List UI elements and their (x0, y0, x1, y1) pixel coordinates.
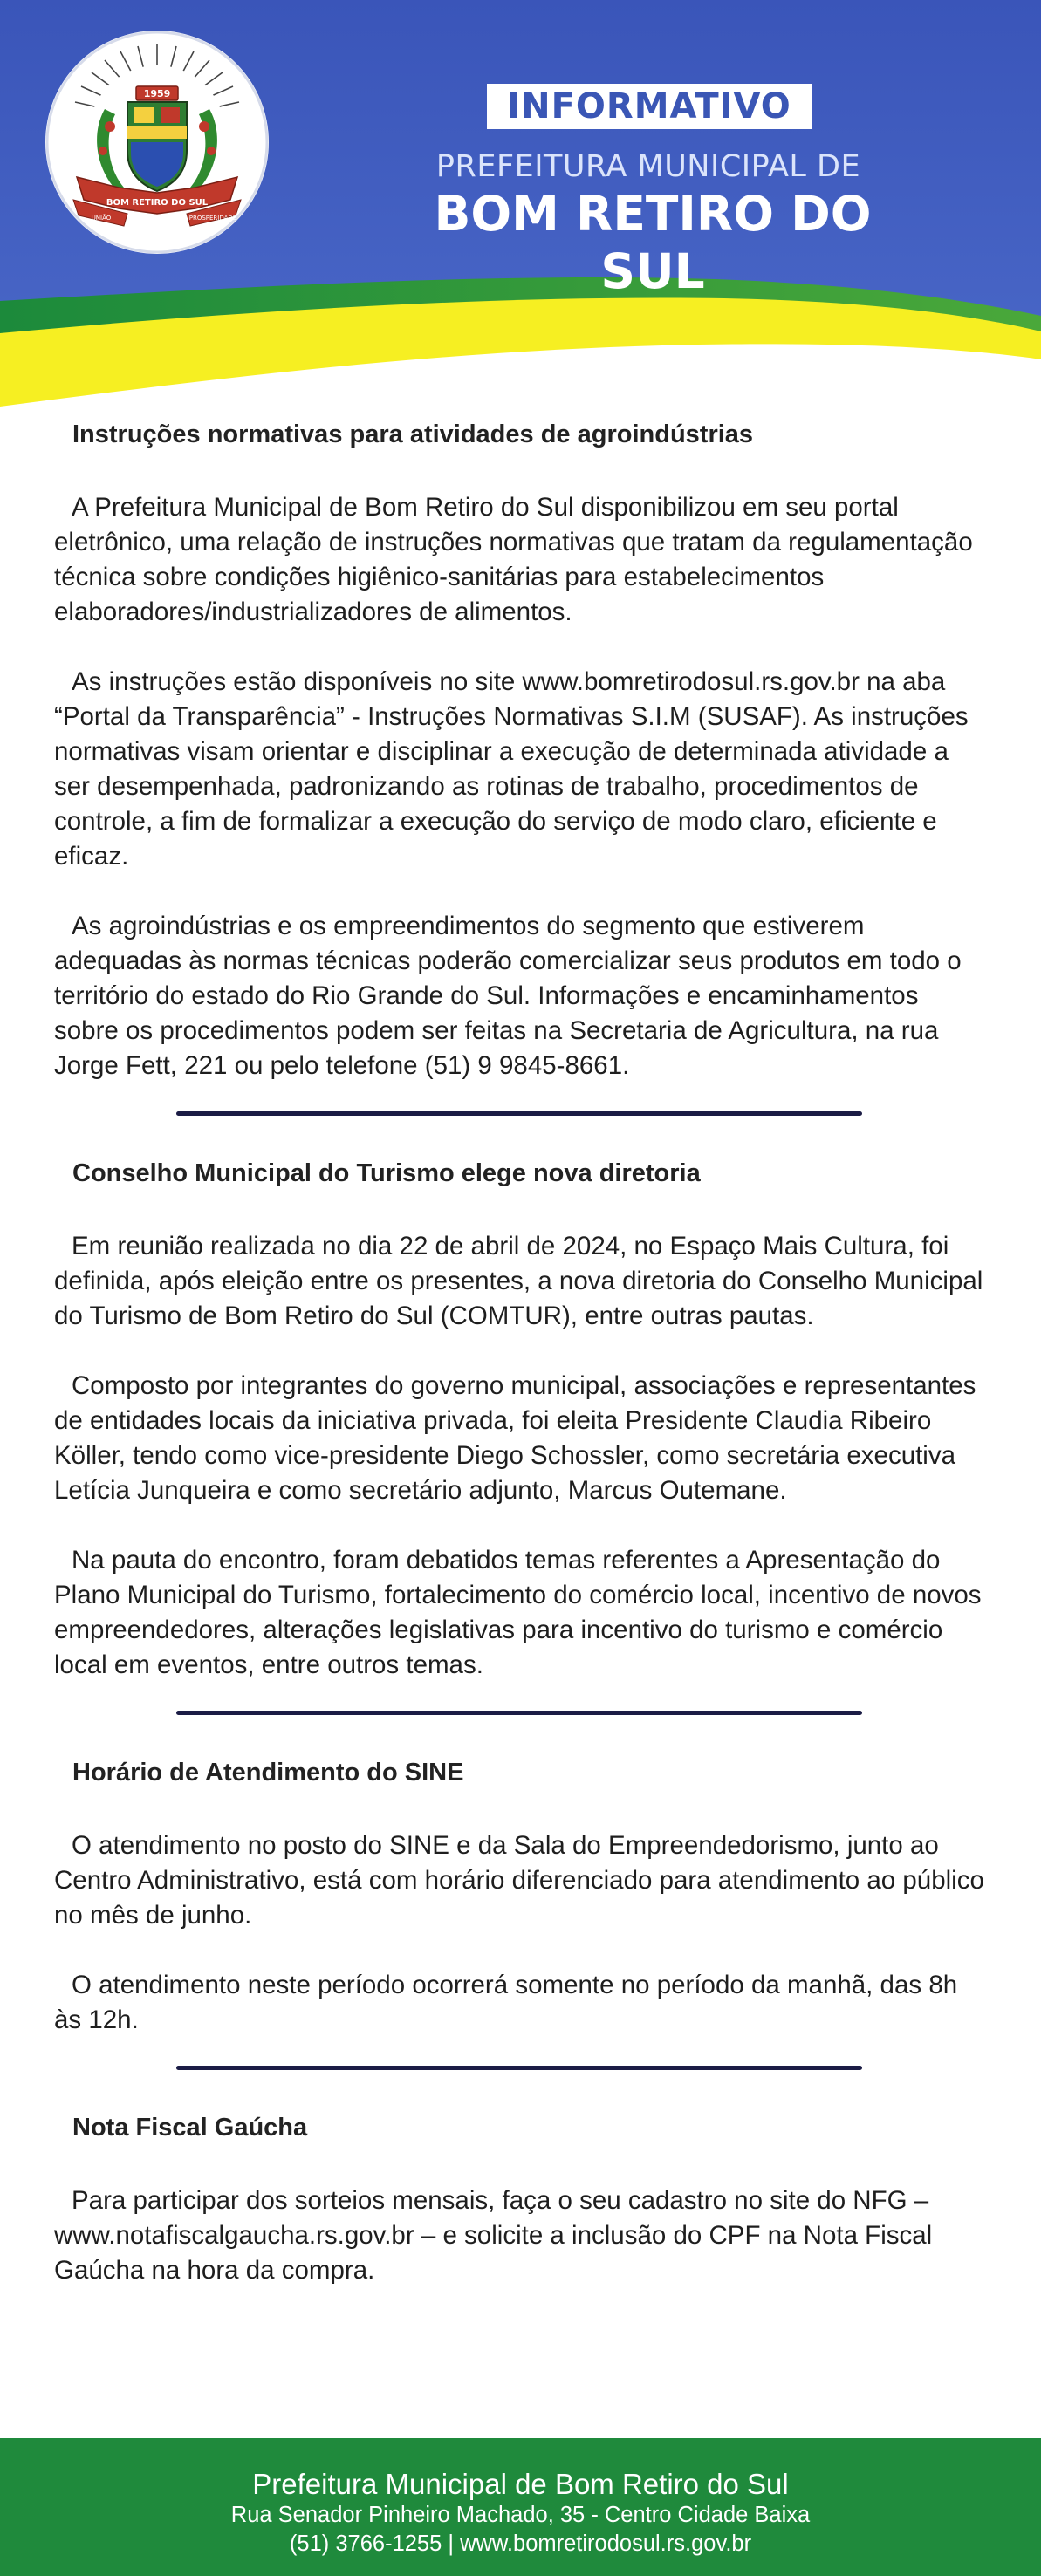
paragraph: O atendimento neste período ocorrerá somente no período da manhã, das 8h às 12h. (54, 1971, 958, 2034)
municipal-coat-of-arms-logo (44, 29, 271, 256)
section-divider (176, 1711, 862, 1715)
footer (0, 2438, 1041, 2576)
news-content (54, 419, 990, 2323)
logo-year-text: 1959 (143, 88, 171, 99)
section-divider (176, 1111, 862, 1116)
footer-contact: (51) 3766-1255 | www.bomretirodosul.rs.gov.br (289, 2532, 752, 2556)
section-nota-fiscal (54, 2112, 990, 2288)
header-city-title: BOM RETIRO DO SUL (434, 186, 872, 299)
paragraph: Composto por integrantes do governo municipal, associações e representantes de entidades locais da iniciativa privada, foi eleita Presidente Claudia Ribeiro Köller, tendo como vice-presidente Diego Schossler, como secretária executiva Letícia Junqueira e como secretário adjunto, Marcus Outemane. (54, 1371, 976, 1505)
logo-ribbon-text: BOM RETIRO DO SUL (106, 198, 209, 208)
section-agroindustrias (54, 419, 990, 1083)
header-subtitle: PREFEITURA MUNICIPAL DE (435, 149, 861, 184)
section-title: Nota Fiscal Gaúcha (72, 2114, 308, 2142)
logo-motto-right-text: PROSPERIDADE (188, 215, 237, 222)
paragraph: As agroindústrias e os empreendimentos do segmento que estiverem adequadas às normas técnicas poderão comercializar seus produtos em todo o território do estado do Rio Grande do Sul. Informações e encaminhamentos sobre os procedimentos podem ser feitas na Secretaria de Agricultura, na rua Jorge Fett, 221 ou pelo telefone (51) 9 9845-8661. (54, 912, 962, 1080)
informativo-badge: INFORMATIVO (487, 84, 812, 129)
section-title: Instruções normativas para atividades de agroindústrias (72, 420, 754, 448)
section-conselho-turismo (54, 1158, 990, 1683)
section-title: Horário de Atendimento do SINE (72, 1759, 464, 1787)
header-banner (0, 0, 1041, 410)
paragraph: As instruções estão disponíveis no site www.bomretirodosul.rs.gov.br na aba “Portal da Transparência” - Instruções Normativas S.I.M (SUSAF). As instruções normativas visam orientar e disciplinar a execução de determinada atividade a ser desempenhada, padronizando as rotinas de trabalho, procedimentos de controle, a fim de formalizar a execução do serviço de modo claro, eficiente e eficaz. (54, 667, 969, 871)
paragraph: Para participar dos sorteios mensais, faça o seu cadastro no site do NFG – www.notafiscalgaucha.rs.gov.br – e solicite a inclusão do CPF na Nota Fiscal Gaúcha na hora da compra. (54, 2186, 933, 2285)
paragraph: O atendimento no posto do SINE e da Sala do Empreendedorismo, junto ao Centro Administrativo, está com horário diferenciado para atendimento ao público no mês de junho. (54, 1831, 984, 1930)
section-divider (176, 2066, 862, 2070)
logo-motto-left-text: UNIÃO (91, 215, 112, 222)
footer-organization-name: Prefeitura Municipal de Bom Retiro do Sul (252, 2468, 789, 2500)
section-title: Conselho Municipal do Turismo elege nova diretoria (72, 1159, 701, 1187)
paragraph: Em reunião realizada no dia 22 de abril de 2024, no Espaço Mais Cultura, foi definida, após eleição entre os presentes, a nova diretoria do Conselho Municipal do Turismo de Bom Retiro do Sul (COMTUR), entre outras pautas. (54, 1232, 983, 1330)
footer-address: Rua Senador Pinheiro Machado, 35 - Centro Cidade Baixa (230, 2503, 811, 2527)
paragraph: Na pauta do encontro, foram debatidos temas referentes a Apresentação do Plano Municipal do Turismo, fortalecimento do comércio local, incentivo de novos empreendedores, alterações legislativas para incentivo do turismo e comércio local em eventos, entre outros temas. (54, 1546, 982, 1679)
paragraph: A Prefeitura Municipal de Bom Retiro do Sul disponibilizou em seu portal eletrônico, uma relação de instruções normativas que tratam da regulamentação técnica sobre condições higiênico-sanitárias para estabelecimentos elaboradores/industrializadores de alimentos. (54, 493, 973, 626)
section-sine (54, 1757, 990, 2038)
